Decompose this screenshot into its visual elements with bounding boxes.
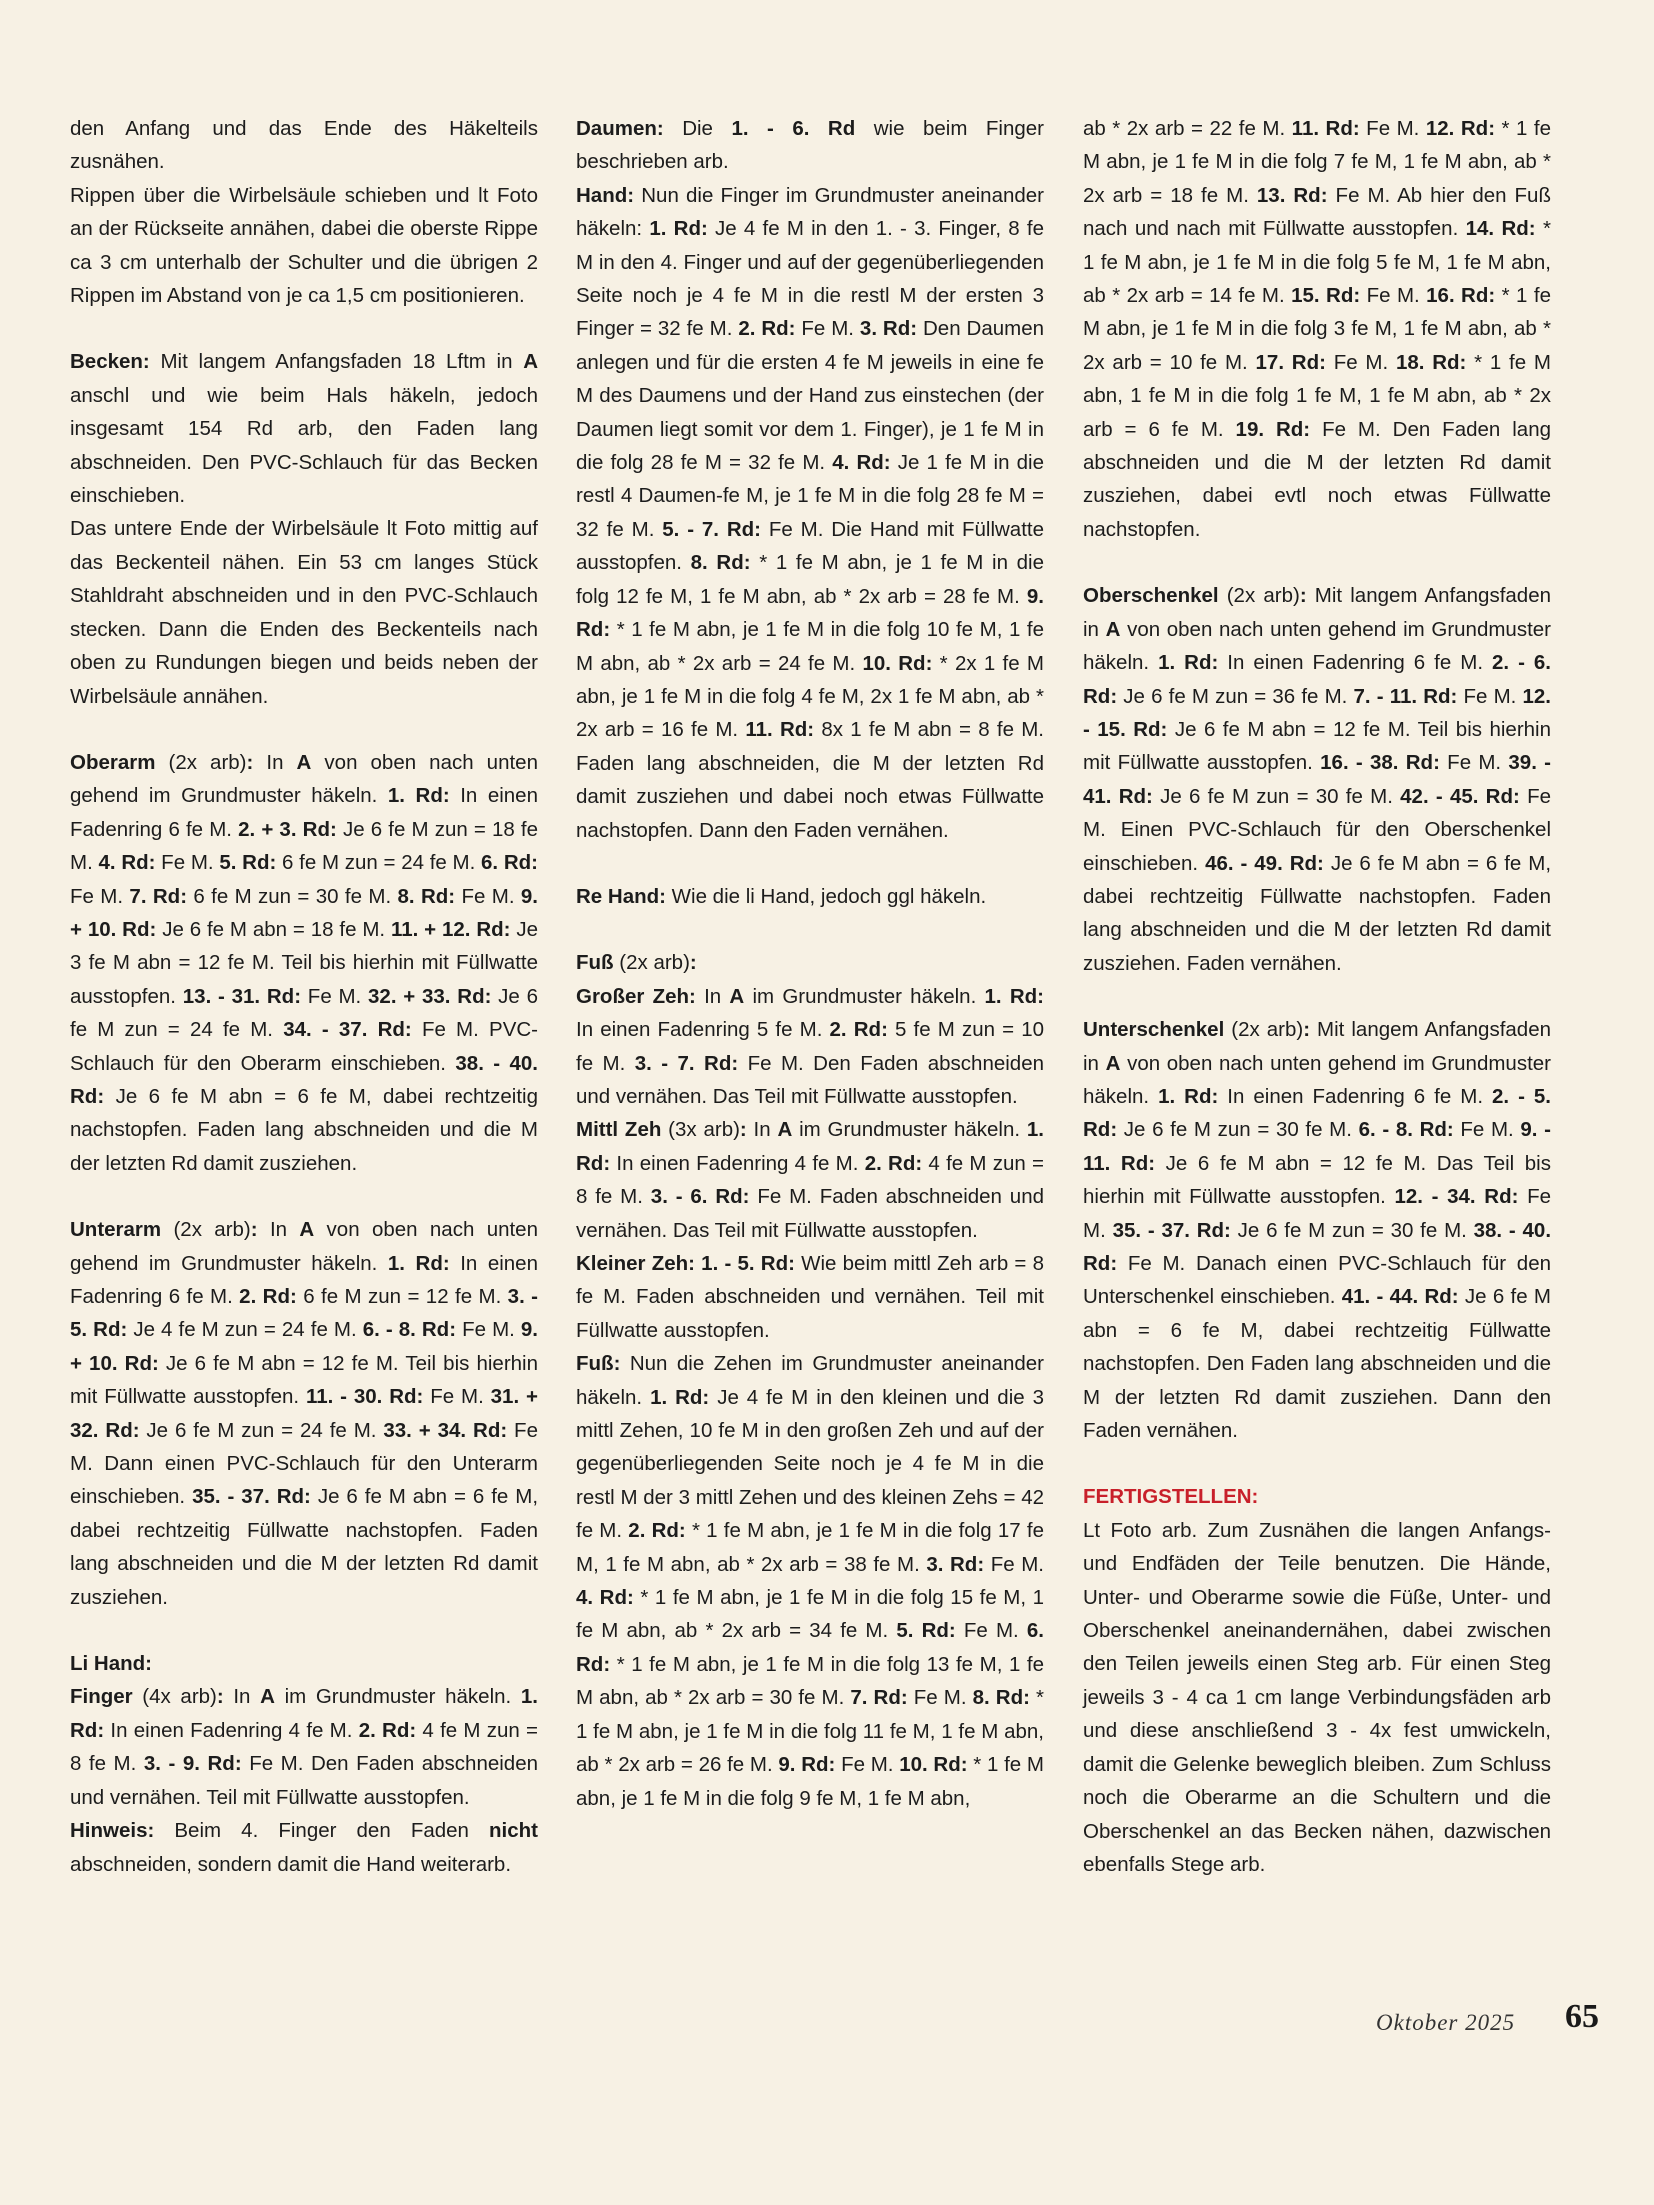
bold-label: 13. - 31. Rd: bbox=[182, 984, 302, 1008]
bold-label: 1. Rd: bbox=[70, 1685, 538, 1742]
bold-label: 35. - 37. Rd: bbox=[1112, 1218, 1231, 1242]
text-run: Mit langem Anfangsfaden in bbox=[1083, 584, 1552, 641]
text-run: Je 6 fe M abn = 6 fe M, dabei rechtzeitig nachstopfen. Faden lang abschneiden und die M der letzten Rd damit zusziehen. bbox=[70, 1084, 538, 1175]
bold-label: 10. Rd: bbox=[862, 651, 933, 675]
text-run: * 1 fe M abn, je 1 fe M in die folg 9 fe M, 1 fe M abn, bbox=[576, 1753, 1044, 1810]
bold-label: 3. Rd: bbox=[859, 317, 918, 341]
instruction-paragraph bbox=[70, 112, 538, 179]
instruction-paragraph bbox=[70, 1647, 538, 1680]
text-run: Fe M. bbox=[423, 1385, 491, 1409]
instruction-paragraph bbox=[1083, 112, 1551, 546]
text-run: abschneiden, sondern damit die Hand weiterarb. bbox=[70, 1852, 512, 1876]
bold-label: 2. Rd: bbox=[239, 1285, 297, 1308]
bold-label: 13. Rd: bbox=[1256, 183, 1328, 207]
text-run: ab * 2x arb = 22 fe M. bbox=[1083, 117, 1292, 140]
text-run: Fe M. Den Faden lang abschneiden und die M der letzten Rd damit zusziehen, dabei evtl noch etwas Füllwatte nachstopfen. bbox=[1083, 417, 1551, 541]
bold-label: 1. Rd: bbox=[387, 1251, 450, 1275]
text-run: Den Daumen anlegen und für die ersten 4 fe M jeweils in eine fe M des Daumens und der Hand zus einstechen (der Daumen liegt somit vor dem 1. Finger), je 1 fe M in die folg 28 fe M = 32 fe M. bbox=[576, 317, 1045, 475]
text-run: Je 3 fe M abn = 12 fe M. Teil bis hierhin mit Füllwatte ausstopfen. bbox=[70, 917, 539, 1008]
bold-label: 7. Rd: bbox=[129, 884, 188, 908]
bold-label: 1. Rd: bbox=[649, 217, 708, 241]
text-run: 6 fe M zun = 24 fe M. bbox=[276, 851, 482, 875]
text-run: von oben nach unten gehend im Grundmuster häkeln. bbox=[1083, 1051, 1551, 1108]
text-run: von oben nach unten gehend im Grundmuster häkeln. bbox=[1083, 617, 1551, 675]
text-run: Je 1 fe M in die restl 4 Daumen-fe M, je 1 fe M in die folg 28 fe M = 32 fe M. bbox=[576, 451, 1044, 541]
text-column-3 bbox=[1083, 112, 1551, 1881]
text-run: Fe M. Den Faden abschneiden und vernähen. Das Teil mit Füllwatte ausstopfen. bbox=[576, 1051, 1045, 1108]
bold-label: 7. - 11. Rd: bbox=[1353, 684, 1458, 708]
bold-label: 3. - 6. Rd: bbox=[650, 1185, 750, 1209]
bold-label: 1. Rd: bbox=[576, 1118, 1044, 1175]
bold-label: 11. Rd: bbox=[745, 718, 815, 742]
text-run: Fe M. bbox=[1083, 1185, 1551, 1242]
section-heading: FERTIGSTELLEN: bbox=[1083, 1485, 1259, 1509]
text-run: Fe M. Ab hier den Fuß nach und nach mit Füllwatte ausstopfen. bbox=[1083, 183, 1551, 241]
bold-label: 2. Rd: bbox=[829, 1018, 888, 1042]
bold-label: 5. Rd: bbox=[219, 851, 277, 875]
instruction-paragraph bbox=[70, 1213, 538, 1614]
text-run: Fe M. bbox=[455, 884, 521, 908]
bold-label: : bbox=[1299, 584, 1307, 608]
text-run: von oben nach unten gehend im Grundmuster häkeln. bbox=[70, 750, 538, 808]
bold-label: Hand: bbox=[576, 183, 635, 207]
text-run: Je 6 fe M abn = 12 fe M. Teil bis hierhin mit Füllwatte ausstopfen. bbox=[70, 1351, 538, 1409]
instruction-paragraph bbox=[1083, 1514, 1551, 1881]
bold-label: 2. Rd: bbox=[864, 1151, 923, 1175]
bold-label: 6. - 8. Rd: bbox=[1358, 1118, 1454, 1142]
text-run: Nun die Zehen im Grundmuster aneinander häkeln. bbox=[576, 1352, 1044, 1409]
text-run: In bbox=[746, 1118, 778, 1142]
bold-label: : bbox=[689, 951, 697, 975]
bold-label: : bbox=[1303, 1018, 1311, 1042]
text-run: * 1 fe M abn, je 1 fe M in die folg 12 fe M, 1 fe M abn, ab * 2x arb = 28 fe M. bbox=[576, 551, 1044, 608]
text-run: Lt Foto arb. Zum Zusnähen die langen Anfangs- und Endfäden der Teile benutzen. Die Hände, Unter- und Oberarme sowie die Füße, Unter- und Oberschenkel aneinandernähen, dabei zwischen den Teilen jeweils einen Steg arb. Für einen Steg jeweils 3 - 4 ca 1 cm lange Verbindungsfäden arb und diese anschließend 3 - 4x fest umwickeln, damit die Gelenke beweglich bleiben. Zum Schluss noch die Oberarme an die Schultern und die Oberschenkel an das Becken nähen, dazwischen ebenfalls Stege arb. bbox=[1083, 1518, 1551, 1876]
bold-label: A bbox=[299, 1218, 315, 1242]
bold-label: 38. - 40. Rd: bbox=[1083, 1218, 1552, 1275]
text-run: Mit langem Anfangsfaden in bbox=[1083, 1018, 1551, 1075]
bold-label: nicht bbox=[489, 1819, 538, 1843]
text-run: Je 6 fe M zun = 36 fe M. bbox=[1117, 684, 1354, 708]
instruction-paragraph bbox=[70, 345, 538, 512]
bold-label: Daumen: bbox=[576, 117, 664, 140]
bold-label: Unterarm bbox=[70, 1218, 162, 1242]
instruction-paragraph bbox=[70, 179, 538, 313]
text-run: In einen Fadenring 6 fe M. bbox=[70, 1251, 538, 1308]
instruction-paragraph bbox=[70, 746, 538, 1180]
text-run: Je 4 fe M in den 1. - 3. Finger, 8 fe M in den 4. Finger und auf der gegenüberliegenden Seite noch je 4 fe M in die restl M der ersten 3 Finger = 32 fe M. bbox=[576, 217, 1044, 341]
bold-label: Oberarm bbox=[70, 750, 156, 774]
text-run: Je 6 fe M zun = 24 fe M. bbox=[70, 984, 538, 1042]
text-run: (3x arb) bbox=[661, 1118, 740, 1142]
bold-label: Li Hand: bbox=[70, 1652, 152, 1676]
bold-label: A bbox=[729, 984, 745, 1008]
bold-label: Fuß bbox=[576, 951, 614, 975]
bold-label: Kleiner Zeh: 1. - 5. Rd: bbox=[576, 1252, 795, 1275]
text-run: * 1 fe M abn, je 1 fe M in die folg 3 fe M, 1 fe M abn, ab * 2x arb = 10 fe M. bbox=[1083, 284, 1551, 374]
bold-label: 16. - 38. Rd: bbox=[1320, 751, 1440, 775]
bold-label: 42. - 45. Rd: bbox=[1400, 784, 1520, 808]
text-run: von oben nach unten gehend im Grundmuster häkeln. bbox=[70, 1218, 538, 1275]
page-number: 65 bbox=[1565, 1998, 1599, 2035]
bold-label: 4. Rd: bbox=[98, 851, 156, 875]
text-run: Fe M. bbox=[984, 1552, 1044, 1576]
bold-label: 17. Rd: bbox=[1255, 350, 1326, 374]
text-run: Je 6 fe M abn = 6 fe M, dabei rechtzeitig Füllwatte nachstopfen. Den Faden lang abschneiden und die M der letzten Rd damit zusziehen. Dann den Faden vernähen. bbox=[1083, 1285, 1552, 1443]
text-run: Fe M. Danach einen PVC-Schlauch für den Unterschenkel einschieben. bbox=[1083, 1252, 1551, 1309]
bold-label: 4. Rd: bbox=[832, 451, 891, 475]
text-run: Je 6 fe M zun = 24 fe M. bbox=[139, 1418, 384, 1442]
text-run: Fe M. bbox=[907, 1686, 973, 1710]
bold-label: 34. - 37. Rd: bbox=[283, 1018, 412, 1042]
text-run: Je 6 fe M abn = 6 fe M, dabei rechtzeitig Füllwatte nachstopfen. Faden lang abschneiden und die M der letzten Rd damit zusziehen. bbox=[70, 1485, 539, 1609]
bold-label: A bbox=[296, 750, 312, 774]
text-run: Fe M. bbox=[155, 851, 220, 875]
bold-label: Oberschenkel bbox=[1083, 584, 1219, 608]
bold-label: 2. - 6. Rd: bbox=[1083, 651, 1551, 708]
instruction-paragraph bbox=[1083, 579, 1551, 980]
text-run: 5 fe M zun = 10 fe M. bbox=[576, 1018, 1044, 1075]
text-run: * 1 fe M abn, 1 fe M in die folg 1 fe M, 1 fe M abn, ab * 2x arb = 6 fe M. bbox=[1083, 350, 1551, 441]
text-run: (2x arb) bbox=[155, 750, 247, 774]
bold-label: Unterschenkel bbox=[1083, 1018, 1225, 1042]
text-run: In einen Fadenring 6 fe M. bbox=[1218, 1084, 1493, 1108]
bold-label: Finger bbox=[70, 1685, 133, 1709]
bold-label: 6. Rd: bbox=[481, 851, 538, 875]
bold-label: 5. - 7. Rd: bbox=[662, 517, 762, 541]
text-run: Je 6 fe M abn = 18 fe M. bbox=[156, 917, 391, 941]
text-run: 6 fe M zun = 30 fe M. bbox=[187, 884, 398, 908]
text-run: * 2x 1 fe M abn, je 1 fe M in die folg 4 fe M, 2x 1 fe M abn, ab * 2x arb = 16 fe M. bbox=[576, 651, 1044, 742]
instruction-paragraph bbox=[576, 1347, 1044, 1815]
text-run: (2x arb) bbox=[1224, 1018, 1304, 1042]
text-run: In bbox=[223, 1685, 261, 1709]
text-run: Je 4 fe M zun = 24 fe M. bbox=[127, 1318, 363, 1342]
bold-label: : bbox=[246, 750, 254, 774]
bold-label: A bbox=[777, 1118, 793, 1142]
bold-label: 8. Rd: bbox=[972, 1686, 1030, 1710]
text-run: Fe M. bbox=[1359, 117, 1426, 140]
bold-label: A bbox=[1105, 1051, 1121, 1075]
text-run: Je 6 fe M abn = 12 fe M. Das Teil bis hierhin mit Füllwatte ausstopfen. bbox=[1083, 1151, 1551, 1209]
text-run: Fe M. bbox=[1453, 1118, 1521, 1142]
text-column-1 bbox=[70, 112, 538, 1881]
text-run: Fe M. Den Faden abschneiden und vernähen. Teil mit Füllwatte ausstopfen. bbox=[70, 1752, 539, 1809]
bold-label: 1. Rd: bbox=[1158, 651, 1219, 675]
bold-label: 12. - 15. Rd: bbox=[1083, 684, 1551, 741]
text-run: Fe M. bbox=[835, 1753, 900, 1777]
text-run: im Grundmuster häkeln. bbox=[274, 1685, 521, 1709]
text-run: 8x 1 fe M abn = 8 fe M. Faden lang abschneiden, die M der letzten Rd damit zusziehen und dabei noch etwas Füllwatte nachstopfen. Dann den Faden vernähen. bbox=[576, 718, 1044, 842]
text-run: Rippen über die Wirbelsäule schieben und lt Foto an der Rückseite annähen, dabei die oberste Rippe ca 3 cm unterhalb der Schulter und die übrigen 2 Rippen im Abstand von je ca 1,5 cm positionieren. bbox=[70, 183, 538, 308]
bold-label: 2. Rd: bbox=[358, 1718, 417, 1742]
bold-label: 15. Rd: bbox=[1291, 284, 1361, 308]
bold-label: : bbox=[216, 1685, 224, 1709]
text-run: (2x arb) bbox=[613, 951, 690, 975]
text-run: Fe M. bbox=[70, 884, 130, 908]
text-run: In einen Fadenring 6 fe M. bbox=[1218, 651, 1493, 675]
text-run: 4 fe M zun = 8 fe M. bbox=[70, 1718, 538, 1776]
text-column-2 bbox=[576, 112, 1044, 1815]
text-run: In einen Fadenring 5 fe M. bbox=[576, 1018, 830, 1042]
text-run: 4 fe M zun = 8 fe M. bbox=[576, 1151, 1044, 1209]
bold-label: 14. Rd: bbox=[1465, 217, 1536, 241]
bold-label: 1. Rd: bbox=[387, 784, 450, 808]
bold-label: Mittl Zeh bbox=[576, 1118, 662, 1142]
bold-label: : bbox=[250, 1218, 258, 1242]
bold-label: 38. - 40. Rd: bbox=[70, 1051, 538, 1108]
text-run: im Grundmuster häkeln. bbox=[792, 1118, 1027, 1142]
bold-label: 2. + 3. Rd: bbox=[238, 817, 337, 841]
bold-label: 10. Rd: bbox=[899, 1753, 968, 1777]
instruction-paragraph bbox=[576, 112, 1044, 179]
bold-label: A bbox=[523, 350, 538, 374]
bold-label: 33. + 34. Rd: bbox=[383, 1418, 508, 1442]
text-run: Fe M. bbox=[795, 317, 860, 341]
bold-label: Hinweis: bbox=[70, 1819, 155, 1843]
bold-label: A bbox=[1105, 617, 1121, 641]
text-run: Je 4 fe M in den kleinen und die 3 mittl Zehen, 10 fe M in den großen Zeh und auf der gegenüberliegenden Seite noch je 4 fe M in die restl M der 3 mittl Zehen und des kleinen Zehs = 42 fe M. bbox=[576, 1385, 1045, 1543]
text-run: Wie die li Hand, jedoch ggl häkeln. bbox=[665, 884, 987, 908]
text-run: In einen Fadenring 6 fe M. bbox=[70, 784, 538, 841]
text-run: In bbox=[695, 984, 730, 1008]
text-run: (4x arb) bbox=[132, 1685, 217, 1709]
text-run: wie beim Finger beschrieben arb. bbox=[576, 117, 1044, 174]
instruction-paragraph bbox=[70, 512, 538, 712]
issue-date: Oktober 2025 bbox=[1376, 2010, 1516, 2035]
bold-label: Großer Zeh: bbox=[576, 984, 696, 1008]
bold-label: 7. Rd: bbox=[850, 1686, 908, 1710]
text-run: Je 6 fe M abn = 6 fe M, dabei rechtzeitig Füllwatte nachstopfen. Faden lang abschneiden und die M der letzten Rd damit zusziehen. Faden vernähen. bbox=[1083, 851, 1552, 975]
text-run: Fe M. PVC-Schlauch für den Oberarm einschieben. bbox=[70, 1018, 538, 1075]
bold-label: 1. Rd: bbox=[984, 984, 1044, 1008]
text-run: Je 6 fe M abn = 12 fe M. Teil bis hierhin mit Füllwatte ausstopfen. bbox=[1083, 717, 1551, 775]
text-run: Fe M. Dann einen PVC-Schlauch für den Unterarm einschieben. bbox=[70, 1418, 538, 1509]
bold-label: 46. - 49. Rd: bbox=[1205, 851, 1324, 875]
bold-label: 3. Rd: bbox=[926, 1552, 985, 1576]
text-run: Fe M. bbox=[1360, 284, 1427, 308]
instruction-paragraph bbox=[576, 1247, 1044, 1347]
text-run: Fe M. bbox=[1325, 350, 1396, 374]
bold-label: 3. - 7. Rd: bbox=[634, 1051, 739, 1075]
text-run: (2x arb) bbox=[161, 1218, 251, 1242]
text-run: * 1 fe M abn, je 1 fe M in die folg 5 fe M, 1 fe M abn, ab * 2x arb = 14 fe M. bbox=[1083, 217, 1551, 308]
text-run: Je 6 fe M zun = 18 fe M. bbox=[70, 817, 539, 875]
bold-label: 2. Rd: bbox=[628, 1519, 686, 1543]
instruction-paragraph bbox=[70, 1814, 538, 1881]
text-run: In bbox=[257, 1218, 300, 1242]
instruction-paragraph bbox=[1083, 1013, 1551, 1447]
bold-label: : bbox=[739, 1118, 747, 1142]
instruction-paragraph bbox=[576, 880, 1044, 913]
text-run: In einen Fadenring 4 fe M. bbox=[610, 1151, 865, 1175]
bold-label: 6. - 8. Rd: bbox=[362, 1318, 457, 1342]
text-run: * 1 fe M abn, je 1 fe M in die folg 15 fe M, 1 fe M abn, ab * 2x arb = 34 fe M. bbox=[576, 1586, 1045, 1643]
bold-label: 9. + 10. Rd: bbox=[70, 1318, 538, 1375]
text-run: In einen Fadenring 4 fe M. bbox=[104, 1718, 359, 1742]
bold-label: 16. Rd: bbox=[1426, 284, 1496, 308]
text-run: Fe M. Faden abschneiden und vernähen. Das Teil mit Füllwatte ausstopfen. bbox=[576, 1185, 1044, 1242]
bold-label: 6. Rd: bbox=[576, 1619, 1044, 1676]
bold-label: 5. Rd: bbox=[896, 1619, 956, 1643]
text-run: Fe M. bbox=[456, 1318, 521, 1342]
bold-label: 4. Rd: bbox=[576, 1586, 634, 1610]
bold-label: 1. - 6. Rd bbox=[731, 117, 856, 140]
instruction-paragraph bbox=[70, 1680, 538, 1814]
text-run: In bbox=[253, 750, 297, 774]
bold-label: 3. - 9. Rd: bbox=[143, 1752, 242, 1776]
bold-label: 35. - 37. Rd: bbox=[192, 1485, 311, 1509]
bold-label: 11. + 12. Rd: bbox=[390, 917, 511, 941]
bold-label: 32. + 33. Rd: bbox=[368, 984, 492, 1008]
text-run: Fe M. bbox=[1457, 684, 1523, 708]
text-run: anschl und wie beim Hals häkeln, jedoch insgesamt 154 Rd arb, den Faden lang abschneiden. Den PVC-Schlauch für das Becken einschieben. bbox=[70, 383, 538, 508]
text-run: Je 6 fe M zun = 30 fe M. bbox=[1152, 784, 1401, 808]
text-run: * 1 fe M abn, je 1 fe M in die folg 11 fe M, 1 fe M abn, ab * 2x arb = 26 fe M. bbox=[576, 1686, 1044, 1777]
bold-label: 41. - 44. Rd: bbox=[1341, 1285, 1459, 1309]
text-run: Das untere Ende der Wirbelsäule lt Foto mittig auf das Beckenteil nähen. Ein 53 cm langes Stück Stahldraht abschneiden und in den PVC-Schlauch stecken. Dann die Enden des Beckenteils nach oben zu Rundungen biegen und beids neben der Wirbelsäule annähen. bbox=[70, 517, 538, 708]
text-run: Beim 4. Finger den Faden bbox=[154, 1819, 490, 1843]
bold-label: Becken: bbox=[70, 350, 150, 374]
bold-label: 9. - 11. Rd: bbox=[1083, 1118, 1551, 1175]
text-run: * 1 fe M abn, je 1 fe M in die folg 7 fe M, 1 fe M abn, ab * 2x arb = 18 fe M. bbox=[1083, 117, 1551, 207]
bold-label: 1. Rd: bbox=[650, 1385, 710, 1409]
text-run: den Anfang und das Ende des Häkelteils zusnähen. bbox=[70, 117, 538, 174]
text-run: Fe M. bbox=[1439, 751, 1509, 775]
bold-label: 12. Rd: bbox=[1425, 117, 1496, 140]
text-run: Wie beim mittl Zeh arb = 8 fe M. Faden abschneiden und vernähen. Teil mit Füllwatte ausstopfen. bbox=[576, 1252, 1044, 1342]
instruction-paragraph bbox=[576, 946, 1044, 979]
text-run: Nun die Finger im Grundmuster aneinander häkeln: bbox=[576, 183, 1044, 241]
instruction-paragraph bbox=[1083, 1480, 1551, 1513]
bold-label: 9. Rd: bbox=[576, 584, 1044, 642]
text-run: Je 6 fe M zun = 30 fe M. bbox=[1117, 1118, 1359, 1142]
text-run: (2x arb) bbox=[1218, 584, 1300, 608]
bold-label: 12. - 34. Rd: bbox=[1394, 1185, 1519, 1209]
bold-label: 9. Rd: bbox=[778, 1753, 836, 1777]
text-run: * 1 fe M abn, je 1 fe M in die folg 17 fe M, 1 fe M abn, ab * 2x arb = 38 fe M. bbox=[576, 1519, 1044, 1576]
text-run: 6 fe M zun = 12 fe M. bbox=[296, 1285, 508, 1308]
bold-label: 8. Rd: bbox=[397, 884, 456, 908]
bold-label: 18. Rd: bbox=[1395, 350, 1467, 374]
bold-label: 8. Rd: bbox=[690, 551, 751, 575]
bold-label: 11. - 30. Rd: bbox=[305, 1385, 424, 1409]
text-run: * 1 fe M abn, je 1 fe M in die folg 13 fe M, 1 fe M abn, ab * 2x arb = 30 fe M. bbox=[576, 1652, 1044, 1710]
bold-label: 2. Rd: bbox=[738, 317, 796, 341]
bold-label: 39. - 41. Rd: bbox=[1083, 751, 1551, 808]
text-run: Fe M. bbox=[301, 984, 369, 1008]
text-run: Fe M. bbox=[955, 1619, 1027, 1643]
instruction-paragraph bbox=[576, 1113, 1044, 1247]
bold-label: 3. - 5. Rd: bbox=[70, 1285, 538, 1342]
bold-label: 11. Rd: bbox=[1291, 117, 1360, 140]
bold-label: 19. Rd: bbox=[1235, 417, 1311, 441]
bold-label: 1. Rd: bbox=[1158, 1084, 1219, 1108]
text-run: im Grundmuster häkeln. bbox=[744, 984, 985, 1008]
bold-label: Re Hand: bbox=[576, 884, 666, 908]
text-run: * 1 fe M abn, je 1 fe M in die folg 10 fe M, 1 fe M abn, ab * 2x arb = 24 fe M. bbox=[576, 618, 1044, 675]
bold-label: 9. + 10. Rd: bbox=[70, 884, 538, 941]
text-run: Die bbox=[663, 117, 732, 140]
bold-label: A bbox=[260, 1685, 275, 1709]
instruction-paragraph bbox=[576, 179, 1044, 847]
bold-label: 31. + 32. Rd: bbox=[70, 1385, 538, 1442]
text-run: Fe M. Die Hand mit Füllwatte ausstopfen. bbox=[576, 517, 1044, 575]
bold-label: 2. - 5. Rd: bbox=[1083, 1084, 1551, 1142]
bold-label: Fuß: bbox=[576, 1352, 621, 1376]
instruction-paragraph bbox=[576, 980, 1044, 1114]
text-run: Mit langem Anfangsfaden 18 Lftm in bbox=[149, 350, 524, 374]
text-run: Je 6 fe M zun = 30 fe M. bbox=[1230, 1218, 1474, 1242]
text-run: Fe M. Einen PVC-Schlauch für den Oberschenkel einschieben. bbox=[1083, 784, 1552, 875]
